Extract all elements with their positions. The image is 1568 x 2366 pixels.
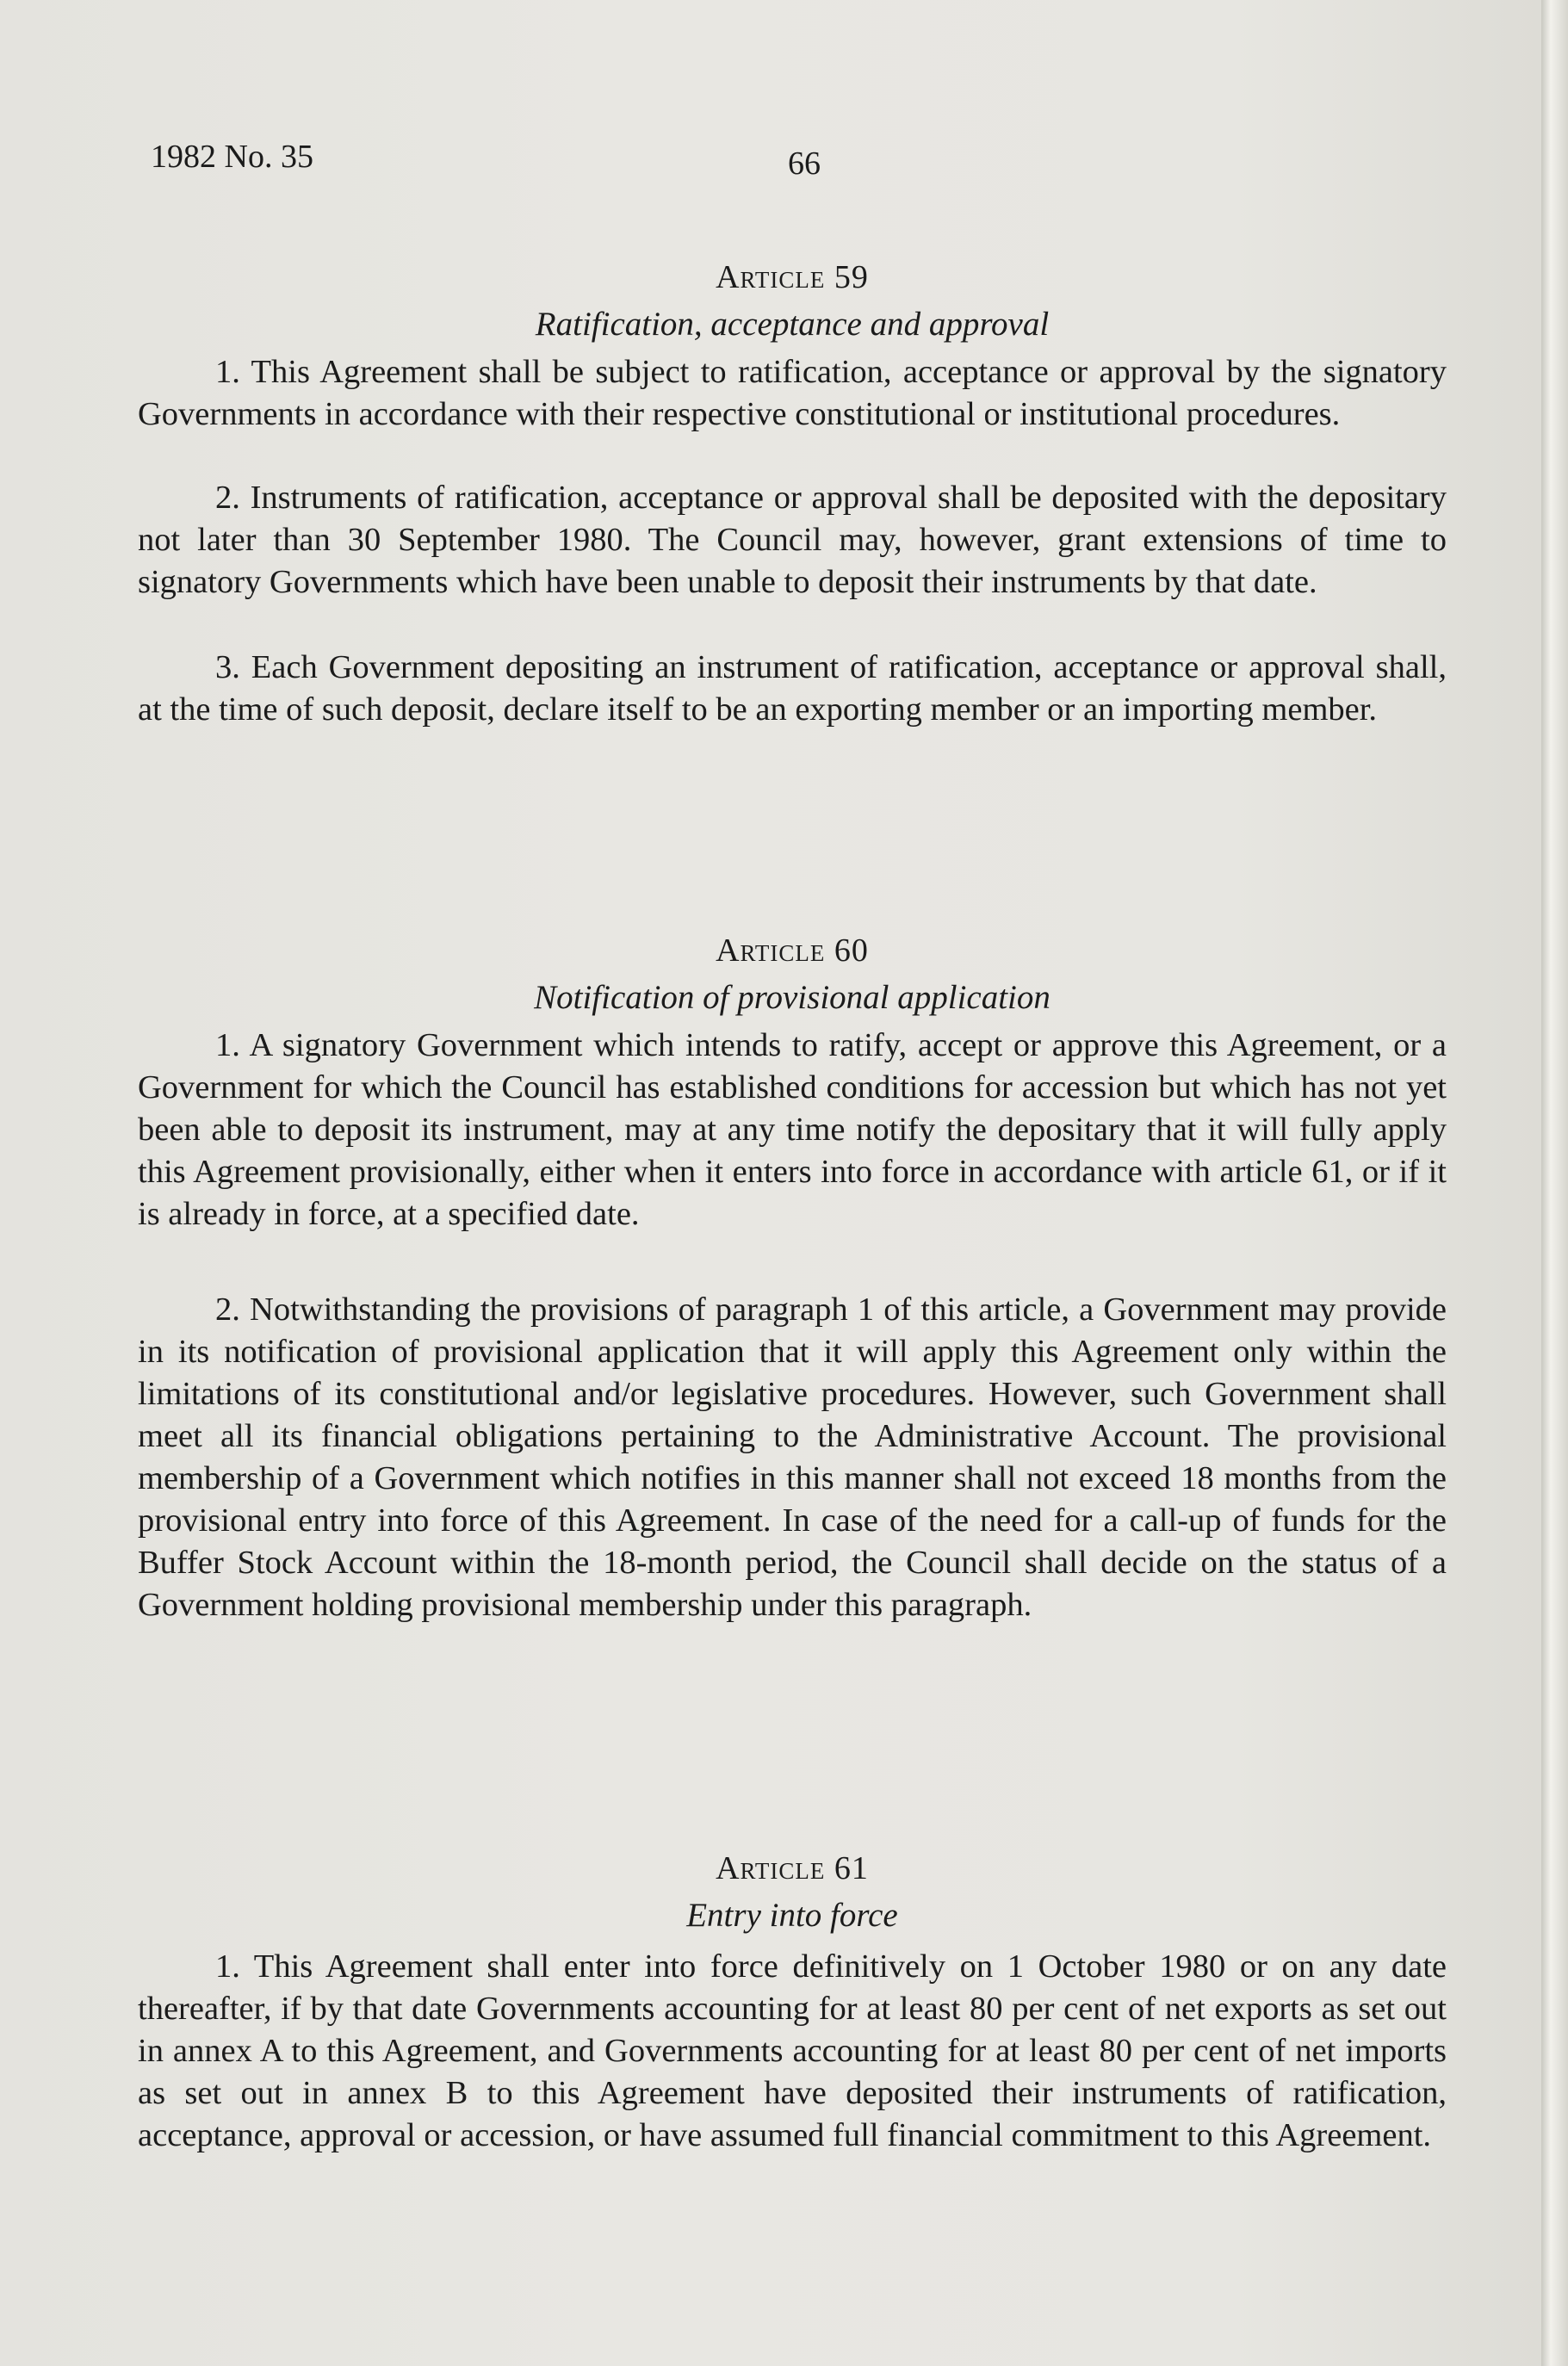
article-59	[138, 258, 1447, 731]
paragraph: 2. Instruments of ratification, acceptance or approval shall be deposited with the depositary not later than 30 September 1980. The Council may, however, grant extensions of time to signatory Governments which have been unable to deposit their instruments by that date.	[138, 480, 1447, 600]
paragraph: 1. This Agreement shall enter into force definitively on 1 October 1980 or on any date thereafter, if by that date Governments accounting for at least 80 per cent of net exports as set out in annex A to this Agreement, and Governments accounting for at least 80 per cent of net imports as set out in annex B to this Agreement have deposited their instruments of ratification, acceptance, approval or accession, or have assumed full financial commitment to this Agreement.	[138, 1948, 1447, 2153]
paragraph: 1. This Agreement shall be subject to ratification, acceptance or approval by the signatory Governments in accordance with their respective constitutional or institutional procedures.	[138, 354, 1447, 432]
article-title: Article 59	[716, 259, 869, 295]
article-61	[138, 1849, 1447, 2157]
article-title: Article 61	[716, 1850, 869, 1886]
article-60	[138, 932, 1447, 1626]
article-subtitle: Ratification, acceptance and approval	[535, 306, 1050, 343]
year-number-label: 1982 No. 35	[151, 139, 313, 175]
article-title: Article 60	[716, 932, 869, 969]
article-subtitle: Entry into force	[686, 1897, 898, 1934]
page-edge	[1541, 0, 1568, 2366]
paragraph: 2. Notwithstanding the provisions of paragraph 1 of this article, a Government may provide in its notification of provisional application that it will apply this Agreement only within the limitations of its constitutional and/or legislative procedures. However, such Government shall meet all its financial obligations pertaining to the Administrative Account. The provisional membership of a Government which notifies in this manner shall not exceed 18 months from the provisional entry into force of this Agreement. In case of the need for a call-up of funds for the Buffer Stock Account within the 18-month period, the Council shall decide on the status of a Government holding provisional membership under this paragraph.	[138, 1291, 1447, 1623]
page-header	[151, 138, 1442, 189]
paragraph: 1. A signatory Government which intends to ratify, accept or approve this Agreement, or a Government for which the Council has established conditions for accession but which has not yet been able to deposit its instrument, may at any time notify the depositary that it will fully apply this Agreement provisionally, either when it enters into force in accordance with article 61, or if it is already in force, at a specified date.	[138, 1027, 1447, 1232]
page-number: 66	[788, 146, 821, 182]
article-subtitle: Notification of provisional application	[534, 979, 1050, 1016]
paragraph: 3. Each Government depositing an instrument of ratification, acceptance or approval shall, at the time of such deposit, declare itself to be an exporting member or an importing member.	[138, 649, 1447, 728]
